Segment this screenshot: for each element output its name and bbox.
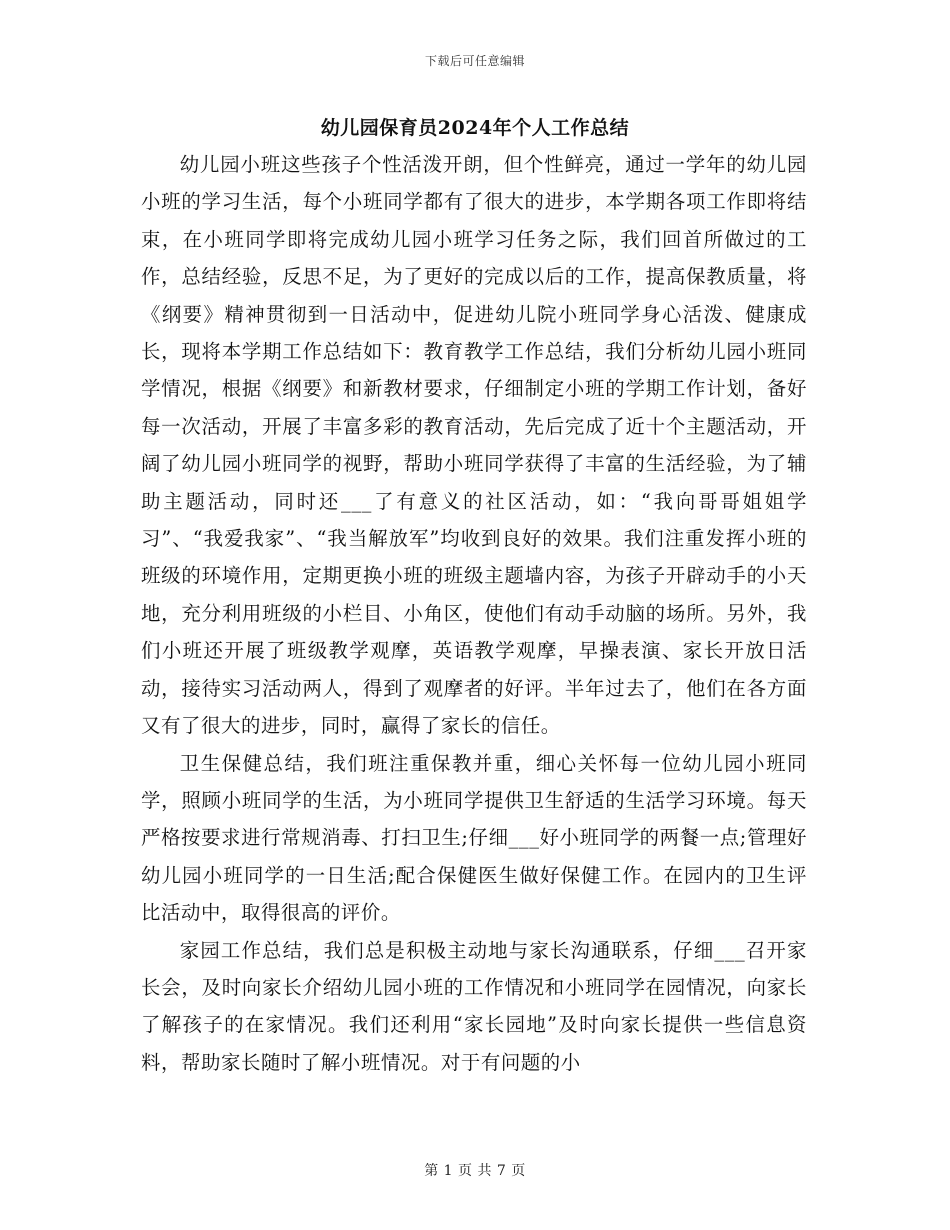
paragraph-home-school: 家园工作总结，我们总是积极主动地与家长沟通联系，仔细___召开家长会，及时向家长介绍幼儿园小班的工作情况和小班同学在园情况，向家长了解孩子的在家情况。我们还利用“家长园地”及时向家长提供一些信息资料，帮助家长随时了解小班情况。对于有问题的小	[141, 938, 807, 1074]
paragraph-health: 卫生保健总结，我们班注重保教并重，细心关怀每一位幼儿园小班同学，照顾小班同学的生活，为小班同学提供卫生舒适的生活学习环境。每天严格按要求进行常规消毒、打扫卫生;仔细___好小班同学的两餐一点;管理好幼儿园小班同学的一日生活;配合保健医生做好保健工作。在园内的卫生评比活动中，取得很高的评价。	[141, 751, 807, 925]
paragraph-education: 幼儿园小班这些孩子个性活泼开朗，但个性鲜亮，通过一学年的幼儿园小班的学习生活，每个小班同学都有了很大的进步，本学期各项工作即将结束，在小班同学即将完成幼儿园小班学习任务之际，我们回首所做过的工作，总结经验，反思不足，为了更好的完成以后的工作，提高保教质量，将《纲要》精神贯彻到一日活动中，促进幼儿院小班同学身心活泼、健康成长，现将本学期工作总结如下：教育教学工作总结，我们分析幼儿园小班同学情况，根据《纲要》和新教材要求，仔细制定小班的学期工作计划，备好每一次活动，开展了丰富多彩的教育活动，先后完成了近十个主题活动，开阔了幼儿园小班同学的视野，帮助小班同学获得了丰富的生活经验，为了辅助主题活动，同时还___了有意义的社区活动，如：“我向哥哥姐姐学习”、“我爱我家”、“我当解放军”均收到良好的效果。我们注重发挥小班的班级的环境作用，定期更换小班的班级主题墙内容，为孩子开辟动手的小天地，充分利用班级的小栏目、小角区，使他们有动手动脑的场所。另外，我们小班还开展了班级教学观摩，英语教学观摩，早操表演、家长开放日活动，接待实习活动两人，得到了观摩者的好评。半年过去了，他们在各方面又有了很大的进步，同时，赢得了家长的信任。	[141, 153, 807, 738]
header-note: 下载后可任意编辑	[424, 54, 525, 68]
document-title: 幼儿园保育员2024年个人工作总结	[320, 117, 630, 139]
document-body	[141, 146, 807, 1081]
page-number-footer: 第 1 页 共 7 页	[424, 1163, 526, 1179]
